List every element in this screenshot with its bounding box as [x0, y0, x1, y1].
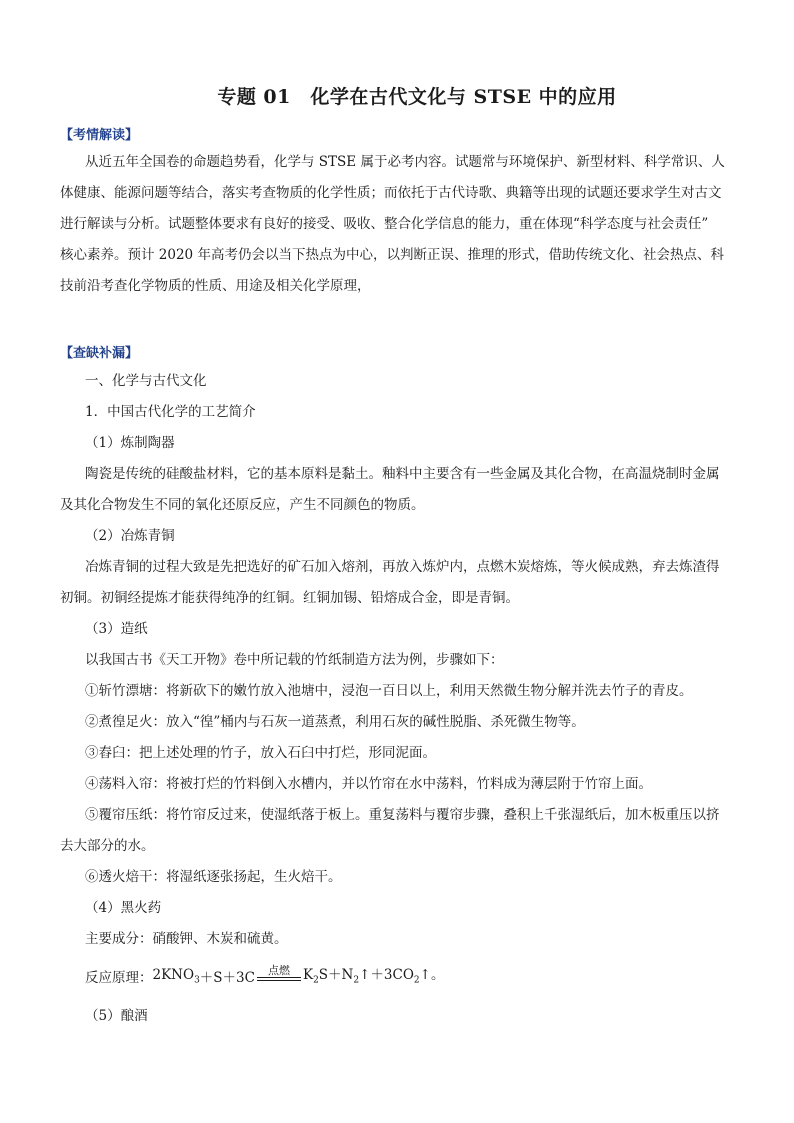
paragraph-line: 初铜。初铜经提炼才能获得纯净的红铜。红铜加锡、铅熔成合金，即是青铜。 — [60, 590, 519, 606]
step-line: ⑤覆帘压纸：将竹帘反过来，使湿纸落于板上。重复荡料与覆帘步骤，叠积上千张湿纸后，加木板重压以挤 — [85, 807, 720, 823]
paragraph-line: 进行解读与分析。试题整体要求有良好的接受、吸收、整合化学信息的能力，重在体现“科学态度与社会责任” — [60, 216, 709, 232]
subsection-title-bronze: （2）冶炼青铜 — [85, 528, 175, 544]
step-line: ①斩竹漂塘：将新砍下的嫩竹放入池塘中，浸泡一百日以上，利用天然微生物分解并洗去竹子的青皮。 — [85, 683, 693, 699]
product-k2s: $K_2S+N_2↑+3CO_2↑$。 — [302, 967, 445, 986]
subsection-title-pottery: （1）炼制陶器 — [85, 435, 175, 451]
reactant-rest: ＋S＋3C — [199, 970, 255, 986]
paragraph-line: 冶炼青铜的过程大致是先把选好的矿石加入熔剂，再放入炼炉内，点燃木炭熔炼，等火候成熟，弃去炼渣得 — [85, 559, 720, 575]
paragraph-line: 以我国古书《天工开物》卷中所记载的竹纸制造方法为例，步骤如下： — [85, 652, 504, 668]
step-line: 去大部分的水。 — [60, 838, 155, 854]
section-header-fill-gaps: 【查缺补漏】 — [60, 346, 139, 361]
paragraph-line: 体健康、能源问题等结合，落实考查物质的化学性质；而依托于古代诗歌、典籍等出现的试题还要求学生对古文 — [60, 185, 722, 201]
reaction-condition-arrow — [257, 965, 301, 986]
reaction-equation — [85, 952, 444, 986]
reactant-kno3: $2KNO_3$ — [152, 967, 200, 986]
step-line: ④荡料入帘：将被打烂的竹料倒入水槽内，并以竹帘在水中荡料，竹料成为薄层附于竹帘上面。 — [85, 776, 652, 792]
principle-label: 反应原理： — [85, 970, 153, 986]
subsection-title-brewing: （5）酿酒 — [85, 1008, 148, 1024]
section-header-exam-analysis: 【考情解读】 — [60, 128, 139, 143]
paragraph-line: 陶瓷是传统的硅酸盐材料，它的基本原料是黏土。釉料中主要含有一些金属及其化合物，在高温烧制时金属 — [85, 466, 720, 482]
step-line: ③舂臼：把上述处理的竹子，放入石臼中打烂，形同泥面。 — [85, 745, 436, 761]
paragraph-line: 主要成分：硝酸钾、木炭和硫黄。 — [85, 931, 288, 947]
subsection-title-papermaking: （3）造纸 — [85, 621, 148, 637]
item-heading: 1．中国古代化学的工艺简介 — [85, 404, 256, 420]
step-line: ②煮徨足火：放入“徨”桶内与石灰一道蒸煮，利用石灰的碱性脱脂、杀死微生物等。 — [85, 714, 585, 730]
condition-label: 点燃 — [267, 964, 290, 977]
page-title: 专题 01 化学在古代文化与 STSE 中的应用 — [217, 86, 617, 108]
step-line: ⑥透火焙干：将湿纸逐张扬起，生火焙干。 — [85, 869, 342, 885]
paragraph-line: 技前沿考查化学物质的性质、用途及相关化学原理， — [60, 278, 371, 294]
paragraph-line: 核心素养。预计 2020 年高考仍会以当下热点为中心，以判断正误、推理的形式，借助传统文化、社会热点、科 — [60, 247, 724, 263]
subsection-title-gunpowder: （4）黑火药 — [85, 900, 162, 916]
equals-bar — [257, 977, 301, 981]
paragraph-line: 及其化合物发生不同的氧化还原反应，产生不同颜色的物质。 — [60, 497, 425, 513]
part-heading: 一、化学与古代文化 — [85, 373, 207, 389]
paragraph-line: 从近五年全国卷的命题趋势看，化学与 STSE 属于必考内容。试题常与环境保护、新型材料、科学常识、人 — [85, 154, 725, 170]
